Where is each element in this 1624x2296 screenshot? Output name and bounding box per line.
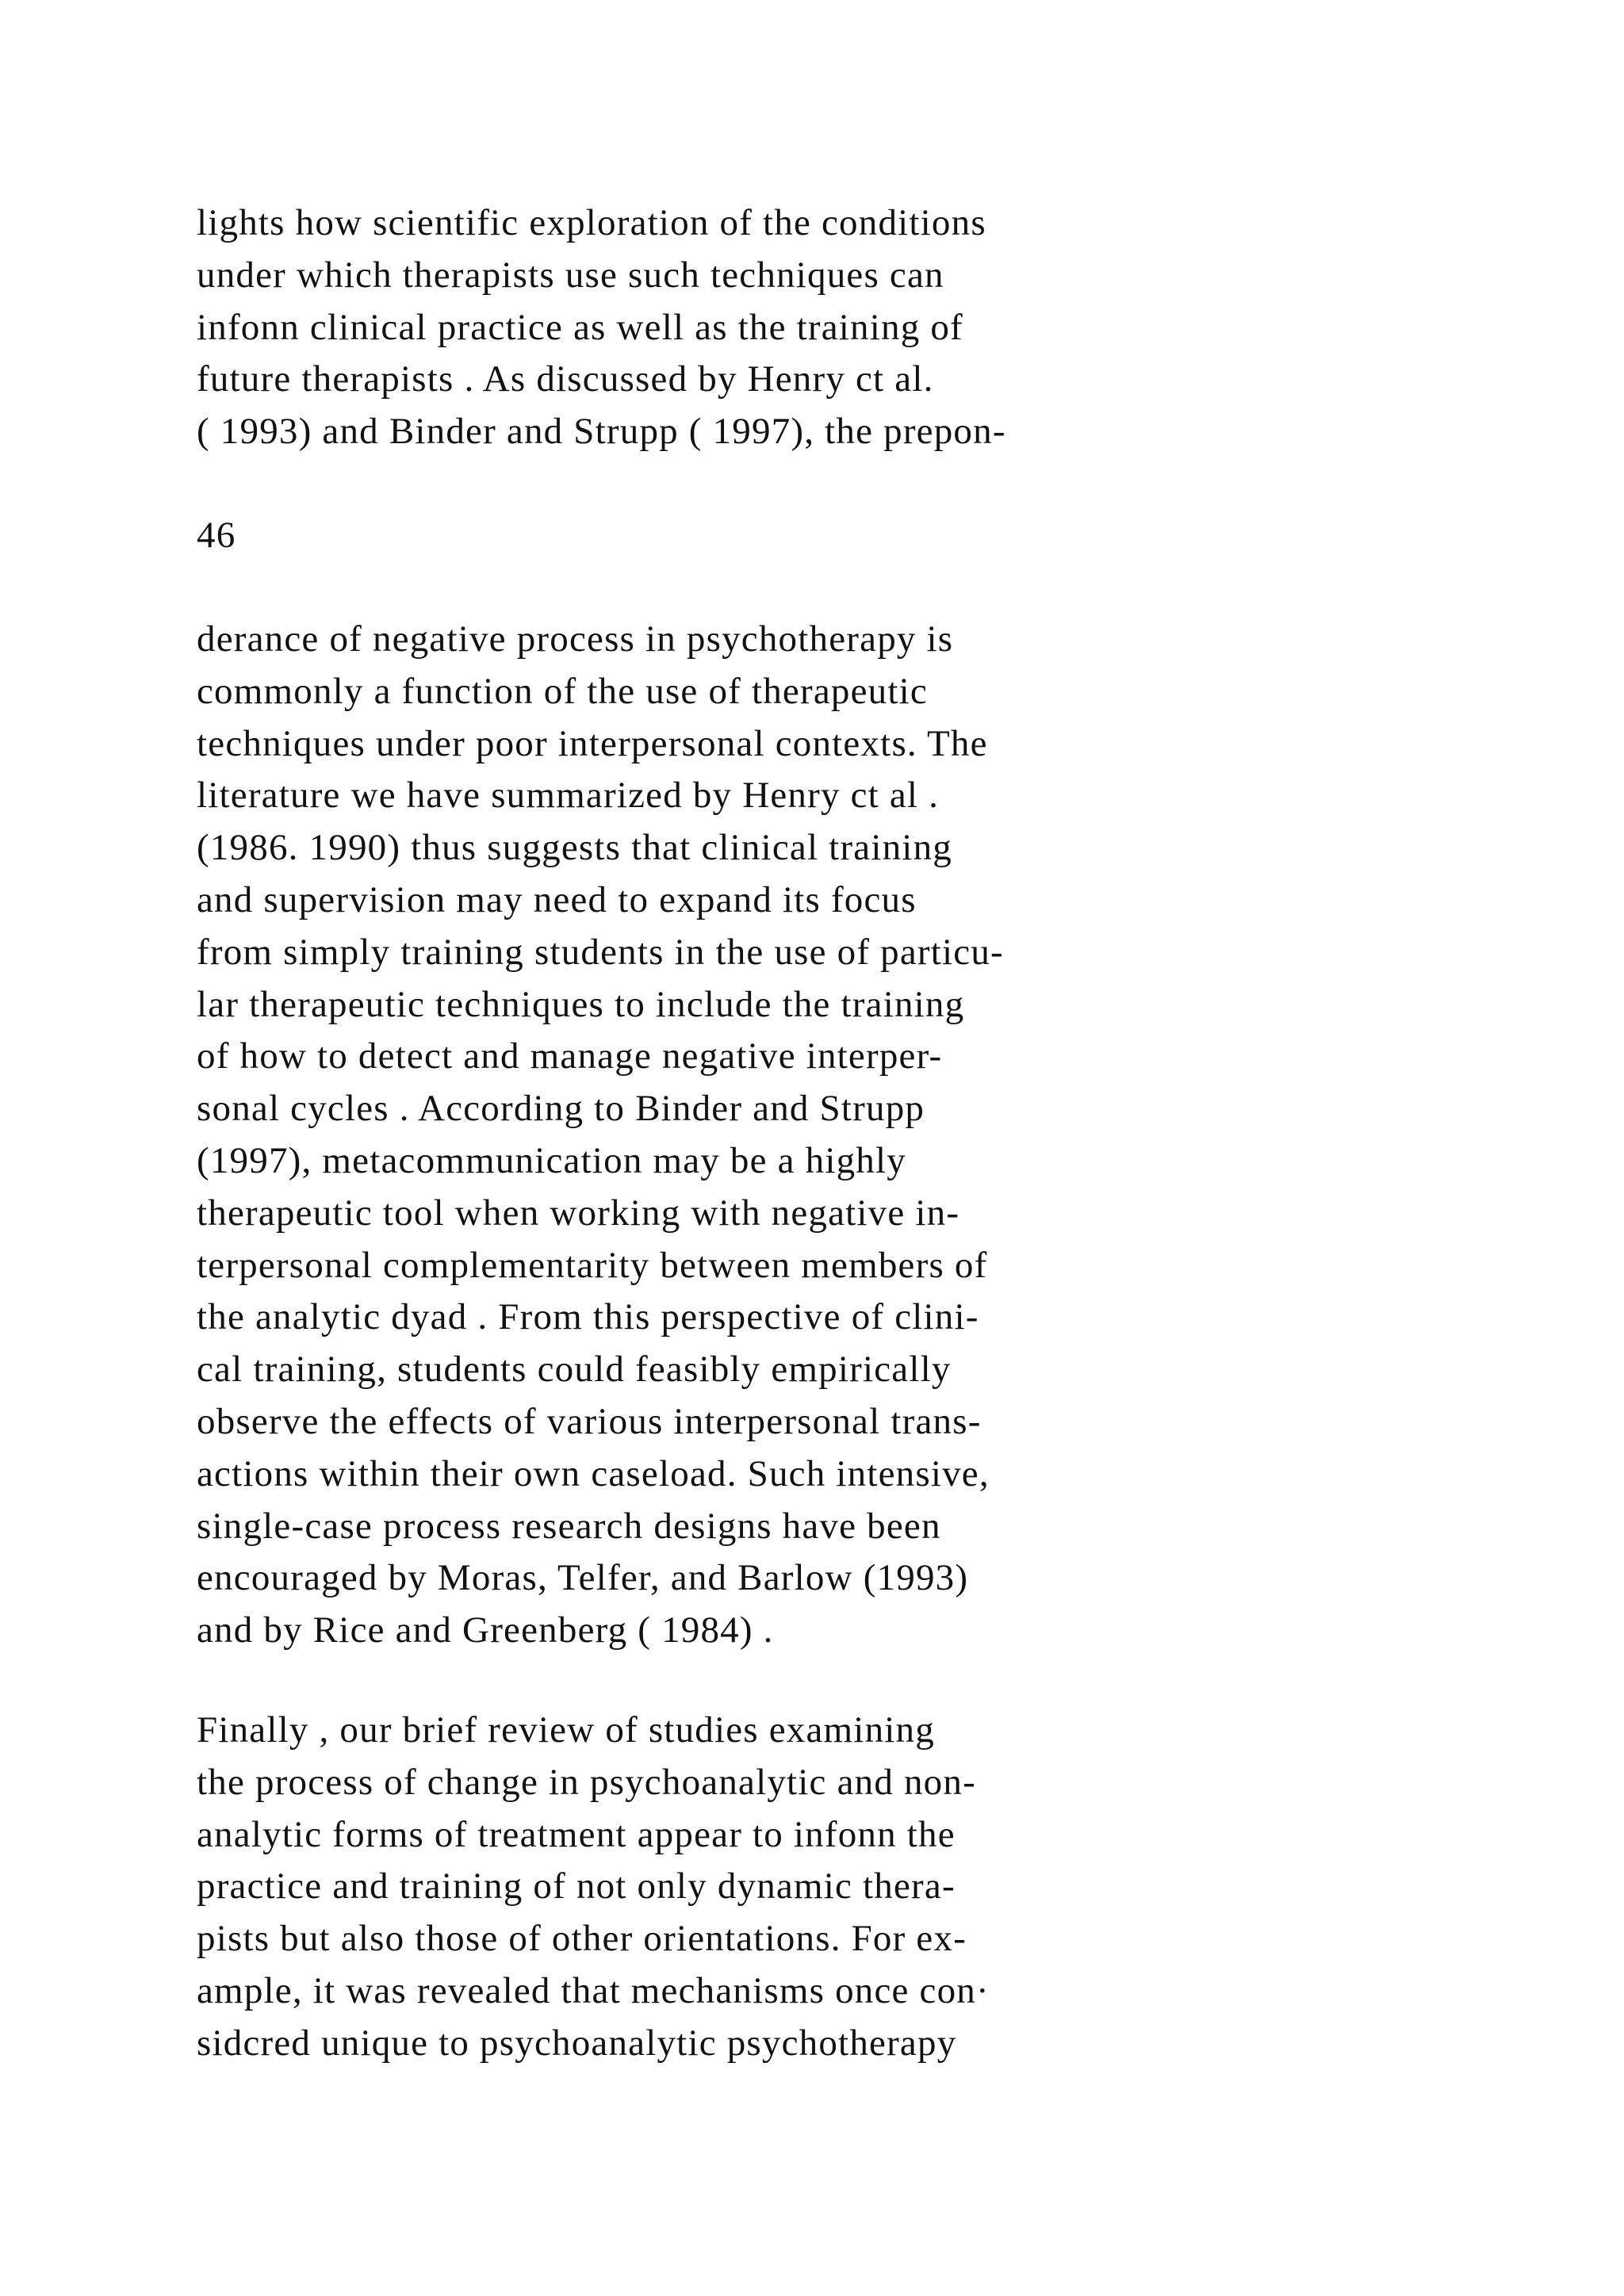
text-line: commonly a function of the use of therapeutic [197, 670, 928, 712]
text-line: observe the effects of various interpersonal trans- [197, 1400, 982, 1442]
text-line: and supervision may need to expand its focus [197, 878, 917, 920]
text-line: of how to detect and manage negative interper- [197, 1035, 943, 1077]
text-line: from simply training students in the use of particu- [197, 931, 1004, 973]
text-line: sonal cycles . According to Binder and Strupp [197, 1088, 925, 1130]
page-number [197, 510, 236, 562]
text-line: future therapists . As discussed by Henry ct al. [197, 358, 934, 400]
text-line: under which therapists use such techniques can [197, 254, 944, 296]
text-line: lar therapeutic techniques to include the training [197, 983, 965, 1025]
text-line: literature we have summarized by Henry ct al . [197, 775, 940, 817]
page-number-text: 46 [197, 515, 236, 556]
text-line: pists but also those of other orientations. For ex- [197, 1918, 967, 1960]
text-line: encouraged by Moras, Telfer, and Barlow (1993) [197, 1557, 969, 1599]
text-line: ample, it was revealed that mechanisms once con· [197, 1969, 990, 2011]
text-line: (1986. 1990) thus suggests that clinical training [197, 827, 952, 869]
text-line: the analytic dyad . From this perspective of clini- [197, 1296, 979, 1338]
text-line: actions within their own caseload. Such intensive, [197, 1452, 990, 1494]
text-line: Finally , our brief review of studies examining [197, 1709, 935, 1751]
text-line: single-case process research designs have been [197, 1505, 941, 1547]
text-line: the process of change in psychoanalytic and non- [197, 1761, 976, 1803]
text-line: practice and training of not only dynamic thera- [197, 1866, 956, 1908]
text-line: and by Rice and Greenberg ( 1984) . [197, 1609, 774, 1651]
text-line: cal training, students could feasibly empirically [197, 1349, 952, 1391]
paragraph-main [197, 614, 1004, 1657]
text-line: derance of negative process in psychotherapy is [197, 618, 954, 660]
text-line: analytic forms of treatment appear to infonn the [197, 1813, 956, 1855]
text-line: techniques under poor interpersonal contexts. The [197, 722, 988, 764]
text-line: therapeutic tool when working with negative in- [197, 1192, 960, 1234]
text-line: (1997), metacommunication may be a highly [197, 1139, 906, 1181]
text-line: ( 1993) and Binder and Strupp ( 1997), the prepon- [197, 411, 1006, 453]
paragraph-continuation [197, 197, 1006, 458]
text-line: lights how scientific exploration of the conditions [197, 202, 986, 243]
text-line: terpersonal complementarity between members of [197, 1244, 988, 1286]
text-line: infonn clinical practice as well as the training of [197, 306, 963, 348]
text-line: sidcred unique to psychoanalytic psychotherapy [197, 2022, 957, 2064]
paragraph-finally [197, 1705, 990, 2070]
